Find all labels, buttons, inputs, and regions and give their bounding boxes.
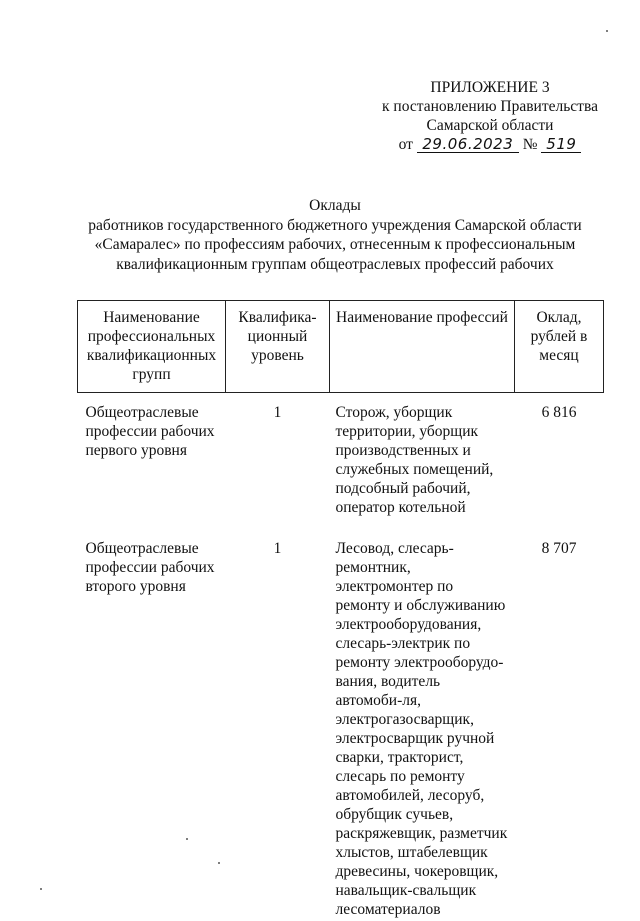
table-row xyxy=(78,393,604,520)
scan-speck xyxy=(40,888,42,890)
appendix-block xyxy=(372,78,608,157)
header-salary: Оклад, рублей в месяц xyxy=(515,301,604,393)
salary-table xyxy=(77,300,604,921)
header-group: Наименование профессиональных квалификационных групп xyxy=(78,301,226,393)
row-salary: 6 816 xyxy=(541,404,577,421)
row-salary: 8 707 xyxy=(541,540,577,557)
title-line-2: работников государственного бюджетного учреждения Самарской области xyxy=(88,216,582,234)
appendix-title: ПРИЛОЖЕНИЕ 3 xyxy=(430,79,550,96)
row-spacer xyxy=(78,519,604,537)
row-group: Общеотраслевые профессии рабочих первого уровня xyxy=(85,404,215,459)
document-title xyxy=(70,196,600,274)
title-line-1: Оклады xyxy=(309,197,361,214)
date-value: 29.06.2023 xyxy=(417,136,519,153)
appendix-date-number-line xyxy=(372,135,608,157)
header-level: Квалифика-ционный уровень xyxy=(226,301,330,393)
date-prefix: от xyxy=(398,136,413,153)
scan-speck xyxy=(606,30,608,32)
row-level: 1 xyxy=(273,404,282,421)
number-prefix: № xyxy=(522,136,538,153)
title-line-3: «Самаралес» по профессиям рабочих, отнесенным к профессиональным xyxy=(94,236,576,253)
header-professions: Наименование профессий xyxy=(330,301,515,393)
row-group: Общеотраслевые профессии рабочих второго уровня xyxy=(85,540,215,595)
appendix-decree-line: к постановлению Правительства xyxy=(382,98,598,115)
scan-speck xyxy=(186,838,188,840)
appendix-region-line: Самарской области xyxy=(426,117,554,134)
title-line-4: квалификационным группам общеотраслевых профессий рабочих xyxy=(116,255,554,273)
row-level: 1 xyxy=(273,540,282,557)
row-professions: Сторож, уборщик территории, уборщик производственных и служебных помещений, подсобный рабочий, оператор котельной xyxy=(335,404,494,516)
table-row xyxy=(78,537,604,921)
table-header-row xyxy=(78,301,604,393)
row-professions: Лесовод, слесарь-ремонтник, электромонтер по ремонту и обслуживанию электрооборудования, слесарь-электрик по ремонту электрооборудо-вания, водитель автомоби-ля, электрогазосварщик, электросварщик ручной сварки, тракторист, слесарь по ремонту автомобилей, лесоруб, обрубщик сучьев, раскряжевщик, разметчик хлыстов, штабелевщик древесины, чокеровщик, навальщик-свальщик лесоматериалов xyxy=(335,540,508,918)
scan-speck xyxy=(218,862,220,864)
number-value: 519 xyxy=(541,136,581,153)
